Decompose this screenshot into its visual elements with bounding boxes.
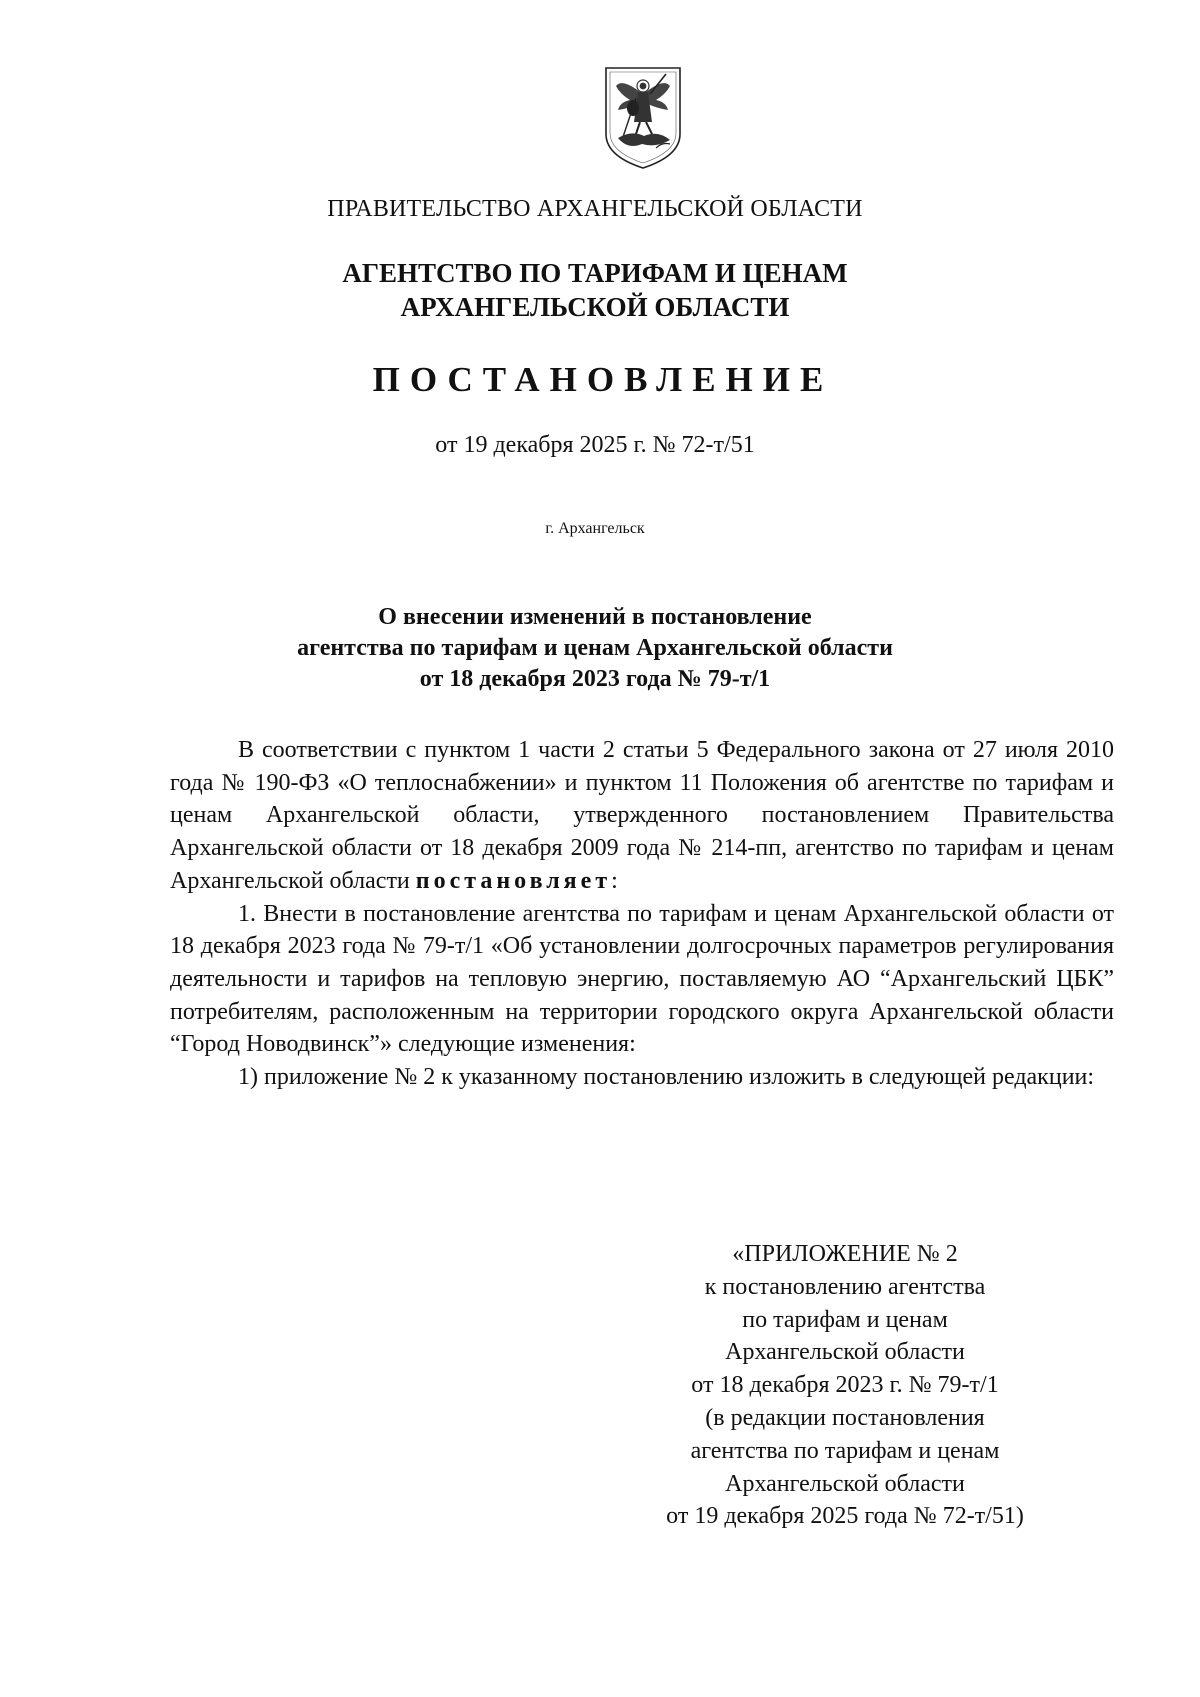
appendix-line: от 19 декабря 2025 года № 72-т/51) xyxy=(666,1503,1024,1530)
subject-line1: О внесении изменений в постановление xyxy=(378,604,812,630)
body-paragraph-item-1: 1. Внести в постановление агентства по тарифам и ценам Архангельской области от 18 декабря 2023 года № 79-т/1 «Об установлении долгосрочных параметров регулирования деятельности и тарифов на тепловую энергию, поставляемую АО “Архангельский ЦБК” потребителям, расположенным на территории городского округа Архангельской области “Город Новодвинск”» следующие изменения: xyxy=(170,900,1114,1058)
preamble-colon: : xyxy=(611,867,618,894)
coat-of-arms-archangel-icon xyxy=(600,64,686,172)
agency-name-line2: АРХАНГЕЛЬСКОЙ ОБЛАСТИ xyxy=(400,292,790,322)
document-body xyxy=(170,734,1114,1094)
appendix-line: Архангельской области xyxy=(725,1339,965,1366)
agency-name-line1: АГЕНТСТВО ПО ТАРИФАМ И ЦЕНАМ xyxy=(342,258,848,288)
appendix-line: Архангельской области xyxy=(725,1470,965,1497)
body-paragraph-preamble xyxy=(170,734,1114,898)
document-subject xyxy=(0,602,1190,695)
subject-line2: агентства по тарифам и ценам Архангельской области xyxy=(297,635,893,661)
document-city: г. Архангельск xyxy=(545,520,645,537)
preamble-text: В соответствии с пунктом 1 части 2 статьи 5 Федерального закона от 27 июля 2010 года № 190-ФЗ «О теплоснабжении» и пунктом 11 Положения об агентстве по тарифам и ценам Архангельской области, утвержденного постановлением Правительства Архангельской области от 18 декабря 2009 года № 214-пп, агентство по тарифам и ценам Архангельской области xyxy=(170,737,1114,894)
appendix-header xyxy=(640,1238,1050,1533)
decree-word: постановляет xyxy=(415,867,612,894)
document-type-title: ПОСТАНОВЛЕНИЕ xyxy=(372,360,834,399)
agency-name xyxy=(0,256,1190,324)
body-paragraph-subitem-1: 1) приложение № 2 к указанному постановлению изложить в следующей редакции: xyxy=(238,1064,1095,1091)
document-date-number: от 19 декабря 2025 г. № 72-т/51 xyxy=(435,432,755,458)
appendix-line: агентства по тарифам и ценам xyxy=(690,1437,1000,1464)
appendix-line: (в редакции постановления xyxy=(705,1404,985,1431)
subject-line3: от 18 декабря 2023 года № 79-т/1 xyxy=(419,666,771,692)
government-name: ПРАВИТЕЛЬСТВО АРХАНГЕЛЬСКОЙ ОБЛАСТИ xyxy=(327,196,863,222)
appendix-line: к постановлению агентства xyxy=(704,1273,986,1300)
appendix-line: «ПРИЛОЖЕНИЕ № 2 xyxy=(732,1241,958,1267)
appendix-line: от 18 декабря 2023 г. № 79-т/1 xyxy=(691,1372,999,1399)
appendix-line: по тарифам и ценам xyxy=(742,1306,948,1333)
